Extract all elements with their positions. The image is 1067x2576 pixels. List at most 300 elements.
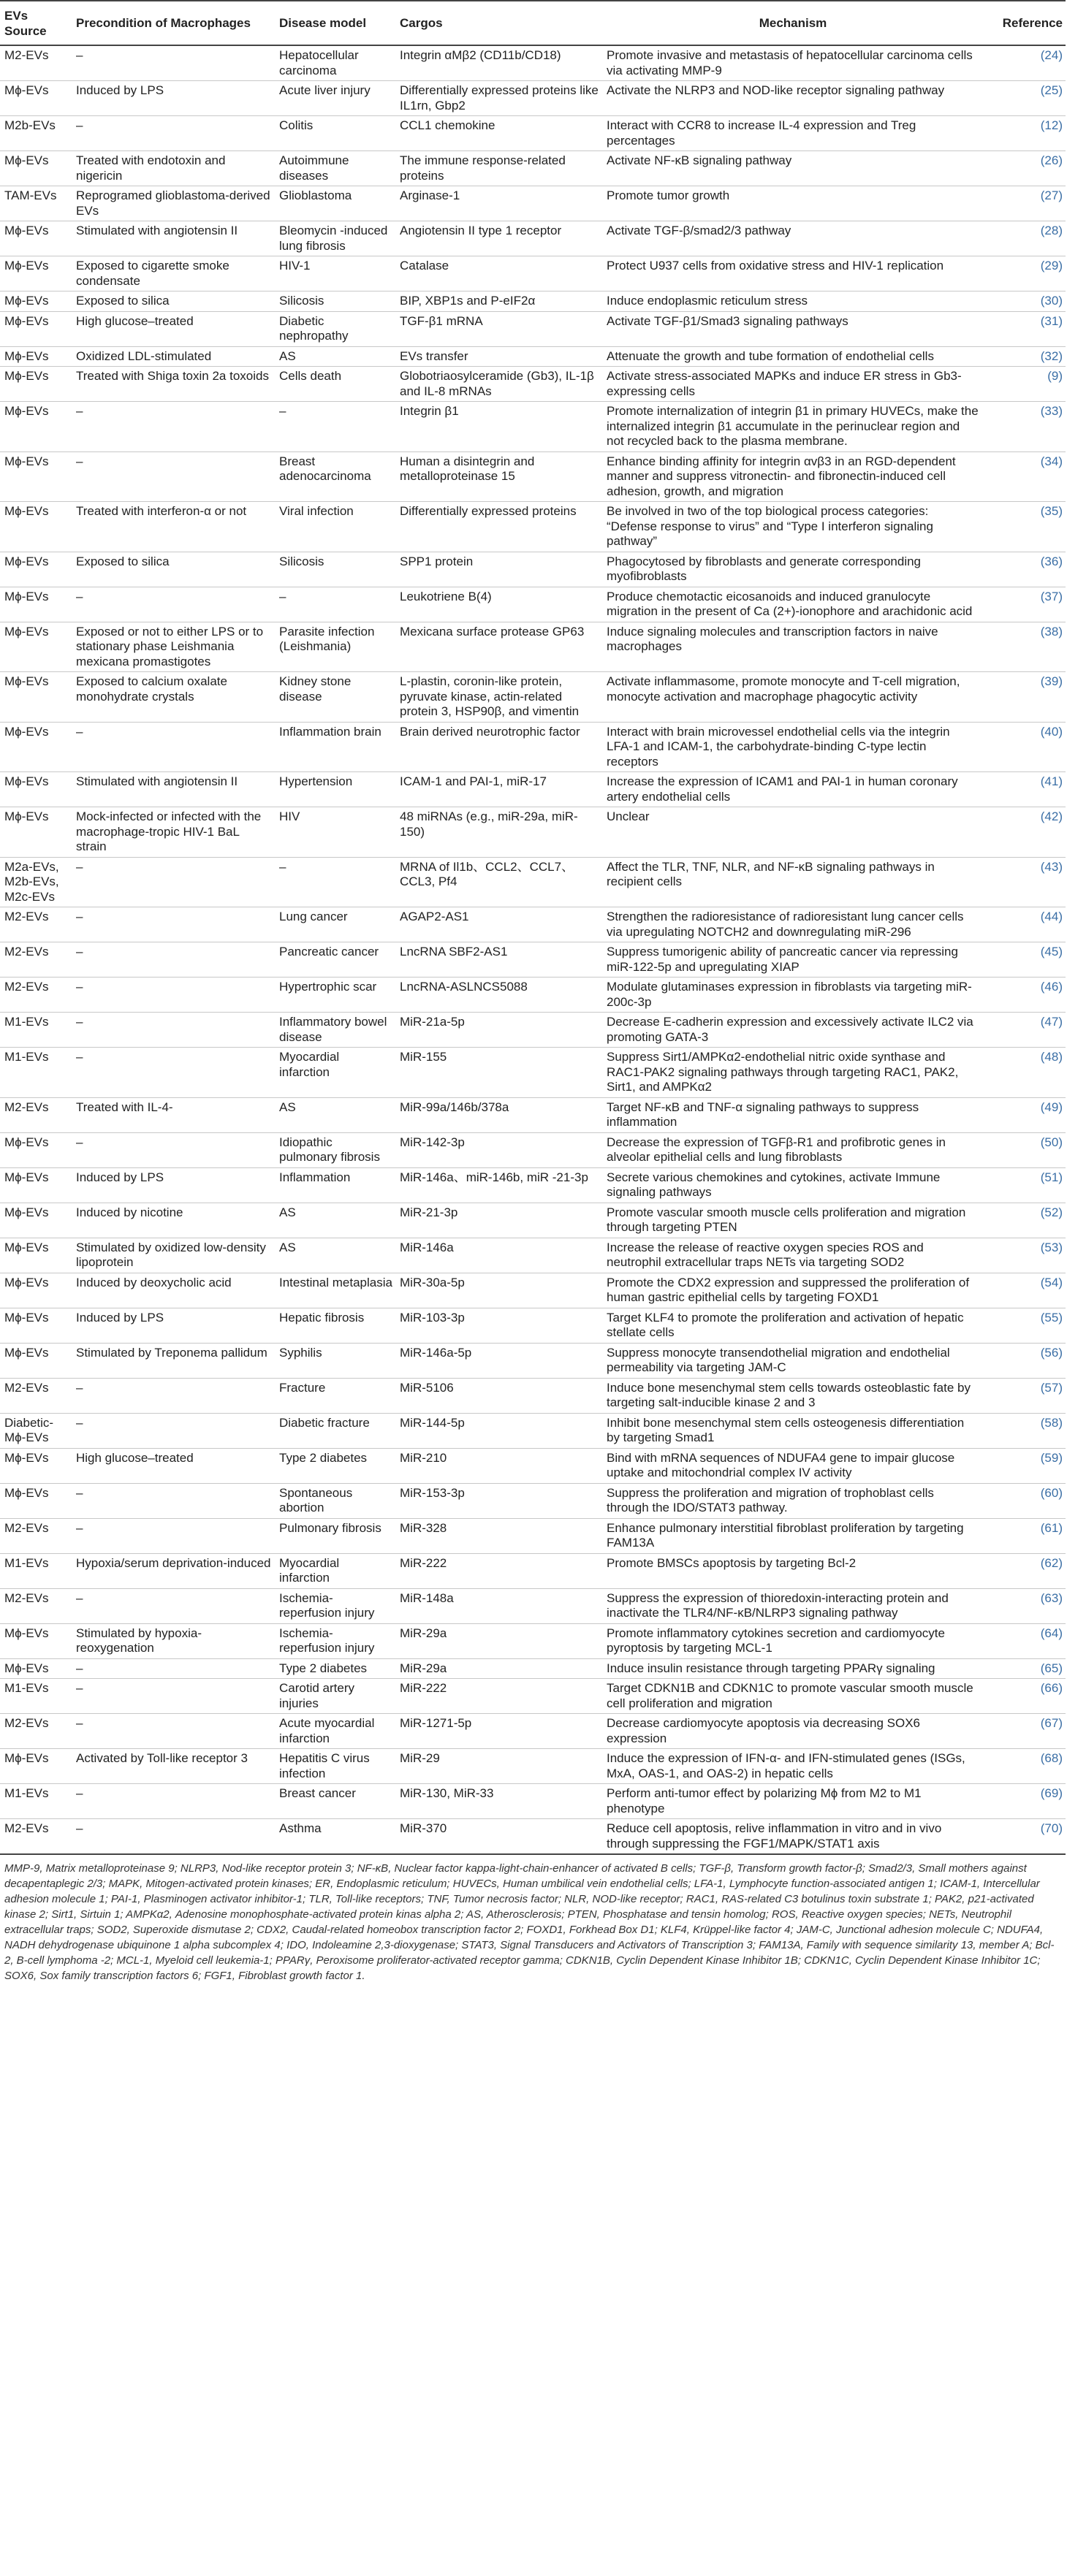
cell-cargos: MiR-146a、miR-146b, miR -21-3p (395, 1167, 602, 1203)
cell-evs-source: Mϕ-EVs (0, 1448, 72, 1483)
cell-reference[interactable]: (70) (982, 1819, 1066, 1855)
cell-cargos: MiR-21a-5p (395, 1013, 602, 1048)
cell-reference[interactable]: (29) (982, 256, 1066, 291)
table-row (0, 151, 1066, 186)
cell-precondition: – (72, 451, 275, 502)
cell-mechanism: Induce signaling molecules and transcription factors in naive macrophages (602, 622, 982, 672)
cell-reference[interactable]: (57) (982, 1378, 1066, 1413)
cell-mechanism: Interact with CCR8 to increase IL-4 expression and Treg percentages (602, 116, 982, 151)
table-row (0, 1343, 1066, 1378)
cell-mechanism: Strengthen the radioresistance of radioresistant lung cancer cells via upregulating NOTCH2 and downregulating miR-296 (602, 907, 982, 942)
cell-precondition: – (72, 1378, 275, 1413)
cell-reference[interactable]: (28) (982, 221, 1066, 256)
cell-disease-model: Hepatocellular carcinoma (275, 45, 395, 81)
cell-disease-model: Pulmonary fibrosis (275, 1518, 395, 1553)
cell-evs-source: M2-EVs (0, 1819, 72, 1855)
cell-precondition: Stimulated with angiotensin II (72, 221, 275, 256)
cell-reference[interactable]: (35) (982, 502, 1066, 552)
cell-disease-model: – (275, 587, 395, 622)
table-row (0, 1308, 1066, 1343)
cell-reference[interactable]: (39) (982, 672, 1066, 723)
cell-mechanism: Decrease E-cadherin expression and excessively activate ILC2 via promoting GATA-3 (602, 1013, 982, 1048)
cell-disease-model: – (275, 857, 395, 907)
cell-cargos: L-plastin, coronin-like protein, pyruvate kinase, actin-related protein 3, HSP90β, and vimentin (395, 672, 602, 723)
cell-precondition: Exposed to silica (72, 552, 275, 587)
cell-disease-model: Breast adenocarcinoma (275, 451, 395, 502)
cell-mechanism: Promote internalization of integrin β1 in primary HUVECs, make the internalized integrin β1 accumulate in the perinuclear region and not recycled back to the plasma membrane. (602, 402, 982, 452)
cell-evs-source: Mϕ-EVs (0, 1749, 72, 1784)
cell-reference[interactable]: (25) (982, 81, 1066, 116)
cell-reference[interactable]: (63) (982, 1588, 1066, 1623)
cell-disease-model: Inflammation brain (275, 722, 395, 772)
cell-mechanism: Increase the release of reactive oxygen species ROS and neutrophil extracellular traps NETs via targeting SOD2 (602, 1238, 982, 1273)
cell-reference[interactable]: (62) (982, 1553, 1066, 1588)
cell-reference[interactable]: (68) (982, 1749, 1066, 1784)
cell-precondition: – (72, 1013, 275, 1048)
cell-mechanism: Enhance binding affinity for integrin αvβ3 in an RGD-dependent manner and suppress vitronectin- and fibronectin-induced cell adhesion, growth, and migration (602, 451, 982, 502)
cell-disease-model: Lung cancer (275, 907, 395, 942)
cell-cargos: Leukotriene B(4) (395, 587, 602, 622)
cell-cargos: Angiotensin II type 1 receptor (395, 221, 602, 256)
cell-evs-source: Mϕ-EVs (0, 291, 72, 312)
cell-mechanism: Produce chemotactic eicosanoids and induced granulocyte migration in the present of Ca (2+)-ionophore and arachidonic acid (602, 587, 982, 622)
cell-disease-model: Intestinal metaplasia (275, 1273, 395, 1308)
cell-disease-model: Autoimmune diseases (275, 151, 395, 186)
cell-disease-model: Hepatitis C virus infection (275, 1749, 395, 1784)
cell-mechanism: Induce the expression of IFN-α- and IFN-stimulated genes (ISGs, MxA, OAS-1, and OAS-2) in hepatic cells (602, 1749, 982, 1784)
cell-disease-model: AS (275, 346, 395, 367)
table-row (0, 116, 1066, 151)
cell-mechanism: Inhibit bone mesenchymal stem cells osteogenesis differentiation by targeting Smad1 (602, 1413, 982, 1448)
table-row (0, 907, 1066, 942)
table-row (0, 291, 1066, 312)
table-row (0, 502, 1066, 552)
cell-mechanism: Suppress Sirt1/AMPKα2-endothelial nitric oxide synthase and RAC1-PAK2 signaling pathways through targeting RAC1, PAK2, Sirt1, and AMPKα2 (602, 1048, 982, 1098)
cell-disease-model: Spontaneous abortion (275, 1483, 395, 1518)
cell-mechanism: Bind with mRNA sequences of NDUFA4 gene to impair glucose uptake and mitochondrial complex IV activity (602, 1448, 982, 1483)
cell-cargos: Differentially expressed proteins like IL1rn, Gbp2 (395, 81, 602, 116)
cell-cargos: MiR-146a-5p (395, 1343, 602, 1378)
cell-precondition: Stimulated by hypoxia-reoxygenation (72, 1623, 275, 1658)
cell-precondition: – (72, 45, 275, 81)
cell-mechanism: Target NF-κB and TNF-α signaling pathways to suppress inflammation (602, 1097, 982, 1132)
cell-precondition: – (72, 857, 275, 907)
cell-reference[interactable]: (61) (982, 1518, 1066, 1553)
cell-evs-source: Mϕ-EVs (0, 1483, 72, 1518)
cell-precondition: Oxidized LDL-stimulated (72, 346, 275, 367)
cell-reference[interactable]: (69) (982, 1784, 1066, 1819)
header-row (0, 1, 1066, 45)
cell-reference[interactable]: (43) (982, 857, 1066, 907)
cell-precondition: – (72, 1819, 275, 1855)
cell-cargos: MiR-142-3p (395, 1132, 602, 1167)
table-row (0, 311, 1066, 346)
cell-reference[interactable]: (59) (982, 1448, 1066, 1483)
cell-evs-source: Mϕ-EVs (0, 1203, 72, 1238)
cell-reference[interactable]: (50) (982, 1132, 1066, 1167)
cell-evs-source: M2-EVs (0, 1378, 72, 1413)
cell-precondition: – (72, 1588, 275, 1623)
cell-cargos: MiR-29a (395, 1623, 602, 1658)
cell-cargos: MiR-222 (395, 1553, 602, 1588)
cell-disease-model: Asthma (275, 1819, 395, 1855)
cell-reference[interactable]: (48) (982, 1048, 1066, 1098)
cell-precondition: – (72, 1132, 275, 1167)
cell-precondition: – (72, 116, 275, 151)
cell-precondition: – (72, 402, 275, 452)
cell-cargos: CCL1 chemokine (395, 116, 602, 151)
cell-cargos: Integrin αMβ2 (CD11b/CD18) (395, 45, 602, 81)
table-row (0, 221, 1066, 256)
cell-mechanism: Unclear (602, 807, 982, 858)
cell-precondition: – (72, 722, 275, 772)
cell-evs-source: Mϕ-EVs (0, 1308, 72, 1343)
cell-reference[interactable]: (26) (982, 151, 1066, 186)
cell-disease-model: Inflammation (275, 1167, 395, 1203)
cell-mechanism: Attenuate the growth and tube formation of endothelial cells (602, 346, 982, 367)
table-row (0, 1203, 1066, 1238)
cell-precondition: Stimulated with angiotensin II (72, 772, 275, 807)
table-row (0, 1413, 1066, 1448)
cell-precondition: Stimulated by oxidized low-density lipoprotein (72, 1238, 275, 1273)
cell-evs-source: Mϕ-EVs (0, 311, 72, 346)
cell-precondition: Induced by LPS (72, 1308, 275, 1343)
cell-reference[interactable]: (41) (982, 772, 1066, 807)
cell-mechanism: Decrease the expression of TGFβ-R1 and profibrotic genes in alveolar epithelial cells and lung fibroblasts (602, 1132, 982, 1167)
cell-evs-source: M2-EVs (0, 1518, 72, 1553)
table-row (0, 722, 1066, 772)
cell-cargos: Catalase (395, 256, 602, 291)
cell-cargos: BIP, XBP1s and P-eIF2α (395, 291, 602, 312)
cell-disease-model: Hypertension (275, 772, 395, 807)
table-row (0, 346, 1066, 367)
cell-disease-model: Myocardial infarction (275, 1048, 395, 1098)
cell-evs-source: Mϕ-EVs (0, 672, 72, 723)
cell-precondition: – (72, 1784, 275, 1819)
cell-cargos: Differentially expressed proteins (395, 502, 602, 552)
cell-mechanism: Suppress tumorigenic ability of pancreatic cancer via repressing miR-122-5p and upregulating XIAP (602, 942, 982, 978)
cell-reference[interactable]: (67) (982, 1714, 1066, 1749)
cell-mechanism: Activate inflammasome, promote monocyte and T-cell migration, monocyte activation and macrophage phagocytic activity (602, 672, 982, 723)
cell-reference[interactable]: (33) (982, 402, 1066, 452)
cell-precondition: High glucose–treated (72, 311, 275, 346)
cell-reference[interactable]: (30) (982, 291, 1066, 312)
cell-disease-model: Diabetic nephropathy (275, 311, 395, 346)
cell-evs-source: Mϕ-EVs (0, 807, 72, 858)
cell-precondition: Stimulated by Treponema pallidum (72, 1343, 275, 1378)
cell-precondition: – (72, 587, 275, 622)
cell-mechanism: Induce bone mesenchymal stem cells towards osteoblastic fate by targeting salt-inducible kinase 2 and 3 (602, 1378, 982, 1413)
cell-mechanism: Promote BMSCs apoptosis by targeting Bcl-2 (602, 1553, 982, 1588)
table-row (0, 1553, 1066, 1588)
cell-reference[interactable]: (58) (982, 1413, 1066, 1448)
cell-cargos: MiR-130, MiR-33 (395, 1784, 602, 1819)
cell-precondition: – (72, 1413, 275, 1448)
cell-precondition: Reprogramed glioblastoma-derived EVs (72, 186, 275, 221)
cell-reference[interactable]: (52) (982, 1203, 1066, 1238)
cell-cargos: Arginase-1 (395, 186, 602, 221)
cell-evs-source: Mϕ-EVs (0, 722, 72, 772)
header-precondition: Precondition of Macrophages (72, 1, 275, 45)
cell-precondition: Induced by nicotine (72, 1203, 275, 1238)
cell-disease-model: AS (275, 1203, 395, 1238)
table-row (0, 451, 1066, 502)
cell-mechanism: Activate TGF-β1/Smad3 signaling pathways (602, 311, 982, 346)
cell-mechanism: Enhance pulmonary interstitial fibroblast proliferation by targeting FAM13A (602, 1518, 982, 1553)
cell-reference[interactable]: (24) (982, 45, 1066, 81)
cell-reference[interactable]: (60) (982, 1483, 1066, 1518)
table-row (0, 1048, 1066, 1098)
cell-disease-model: Breast cancer (275, 1784, 395, 1819)
cell-precondition: – (72, 1679, 275, 1714)
cell-disease-model: Viral infection (275, 502, 395, 552)
table-row (0, 1658, 1066, 1679)
cell-disease-model: Bleomycin -induced lung fibrosis (275, 221, 395, 256)
table-row (0, 402, 1066, 452)
table-row (0, 367, 1066, 402)
cell-reference[interactable]: (9) (982, 367, 1066, 402)
cell-evs-source: Mϕ-EVs (0, 772, 72, 807)
cell-mechanism: Perform anti-tumor effect by polarizing Mϕ from M2 to M1 phenotype (602, 1784, 982, 1819)
cell-evs-source: Mϕ-EVs (0, 622, 72, 672)
cell-cargos: AGAP2-AS1 (395, 907, 602, 942)
table-row (0, 772, 1066, 807)
cell-evs-source: M2a-EVs, M2b-EVs, M2c-EVs (0, 857, 72, 907)
cell-mechanism: Suppress monocyte transendothelial migration and endothelial permeability via targeting JAM-C (602, 1343, 982, 1378)
cell-disease-model: Parasite infection (Leishmania) (275, 622, 395, 672)
cell-evs-source: Mϕ-EVs (0, 81, 72, 116)
header-cargos: Cargos (395, 1, 602, 45)
header-mechanism: Mechanism (602, 1, 982, 45)
cell-precondition: Mock-infected or infected with the macrophage-tropic HIV-1 BaL strain (72, 807, 275, 858)
cell-disease-model: Silicosis (275, 291, 395, 312)
cell-evs-source: M2-EVs (0, 1714, 72, 1749)
cell-reference[interactable]: (38) (982, 622, 1066, 672)
cell-cargos: MiR-1271-5p (395, 1714, 602, 1749)
table-row (0, 622, 1066, 672)
cell-evs-source: M2-EVs (0, 1097, 72, 1132)
header-disease-model: Disease model (275, 1, 395, 45)
cell-evs-source: Mϕ-EVs (0, 151, 72, 186)
header-evs-source: EVs Source (0, 1, 72, 45)
table-row (0, 1448, 1066, 1483)
cell-reference[interactable]: (65) (982, 1658, 1066, 1679)
table-footnote: MMP-9, Matrix metalloproteinase 9; NLRP3, Nod-like receptor protein 3; NF-κB, Nuclear factor kappa-light-chain-enhancer of activated B cells; TGF-β, Transform growth factor-β; Smad2/3, Small mothers against decapentaplegic 2/3; MAPK, Mitogen-activated protein kinases; ER, Endoplasmic reticulum; HUVECs, Human umbilical vein endothelial cells; LFA-1, Lymphocyte function-associated antigen 1; ICAM-1, Intercellular adhesion molecule 1; PAI-1, Plasminogen activator inhibitor-1; TLR, Toll-like receptors; TNF, Tumor necrosis factor; NLR, NOD-like receptor; RAC1, RAS-related C3 botulinus toxin substrate 1; PAK2, p21-activated kinase 2; Sirt1, Sirtuin 1; AMPKα2, Adenosine monophosphate-activated protein kinas alpha 2; AS, Atherosclerosis; PTEN, Phosphatase and tensin homolog; ROS, Reactive oxygen species; NETs, Neutrophil extracellular traps; SOD2, Superoxide dismutase 2; CDX2, Caudal-related homeobox transcription factor 2; FOXD1, Forkhead Box D1; KLF4, Krüppel-like factor 4; JAM-C, Junctional adhesion molecule C; NDUFA4, NADH dehydrogenase ubiquinone 1 alpha subcomplex 4; IDO, Indoleamine 2,3-dioxygenase; STAT3, Signal Transducers and Activators of Transcription 3; FAM13A, Family with sequence similarity 13, member A; Bcl-2, B-cell lymphoma -2; MCL-1, Myeloid cell leukemia-1; PPARγ, Peroxisome proliferator-activated receptor gamma; CDKN1B, Cyclin Dependent Kinase Inhibitor 1B; CDKN1C, Cyclin Dependent Kinase Inhibitor 1C; SOX6, Sox family transcription factors 6; FGF1, Fibroblast growth factor 1. (4, 1862, 1055, 1982)
cell-reference[interactable]: (47) (982, 1013, 1066, 1048)
cell-precondition: Induced by LPS (72, 81, 275, 116)
cell-evs-source: M1-EVs (0, 1013, 72, 1048)
cell-disease-model: Syphilis (275, 1343, 395, 1378)
table-row (0, 587, 1066, 622)
cell-reference[interactable]: (64) (982, 1623, 1066, 1658)
cell-disease-model: Ischemia-reperfusion injury (275, 1623, 395, 1658)
cell-cargos: Mexicana surface protease GP63 (395, 622, 602, 672)
cell-disease-model: AS (275, 1238, 395, 1273)
cell-evs-source: M1-EVs (0, 1784, 72, 1819)
cell-mechanism: Be involved in two of the top biological process categories: “Defense response to virus” and “Type I interferon signaling pathway” (602, 502, 982, 552)
cell-precondition: – (72, 942, 275, 978)
cell-disease-model: Myocardial infarction (275, 1553, 395, 1588)
table-row (0, 1784, 1066, 1819)
cell-mechanism: Promote invasive and metastasis of hepatocellular carcinoma cells via activating MMP-9 (602, 45, 982, 81)
cell-mechanism: Interact with brain microvessel endothelial cells via the integrin LFA-1 and ICAM-1, the carbohydrate-binding C-type lectin receptors (602, 722, 982, 772)
cell-precondition: Exposed to cigarette smoke condensate (72, 256, 275, 291)
table-row (0, 1167, 1066, 1203)
cell-mechanism: Protect U937 cells from oxidative stress and HIV-1 replication (602, 256, 982, 291)
cell-disease-model: Idiopathic pulmonary fibrosis (275, 1132, 395, 1167)
cell-reference[interactable]: (37) (982, 587, 1066, 622)
cell-mechanism: Modulate glutaminases expression in fibroblasts via targeting miR-200c-3p (602, 978, 982, 1013)
cell-cargos: MiR-222 (395, 1679, 602, 1714)
cell-disease-model: AS (275, 1097, 395, 1132)
cell-evs-source: Mϕ-EVs (0, 1623, 72, 1658)
cell-mechanism: Target CDKN1B and CDKN1C to promote vascular smooth muscle cell proliferation and migration (602, 1679, 982, 1714)
table-body (0, 45, 1066, 1854)
table-row (0, 1518, 1066, 1553)
cell-disease-model: HIV (275, 807, 395, 858)
table-row (0, 1378, 1066, 1413)
cell-mechanism: Activate stress-associated MAPKs and induce ER stress in Gb3-expressing cells (602, 367, 982, 402)
cell-evs-source: M2b-EVs (0, 116, 72, 151)
cell-reference[interactable]: (12) (982, 116, 1066, 151)
cell-evs-source: Mϕ-EVs (0, 402, 72, 452)
table-row (0, 807, 1066, 858)
cell-reference[interactable]: (53) (982, 1238, 1066, 1273)
cell-cargos: MiR-144-5p (395, 1413, 602, 1448)
cell-reference[interactable]: (32) (982, 346, 1066, 367)
cell-disease-model: Type 2 diabetes (275, 1658, 395, 1679)
cell-precondition: Induced by LPS (72, 1167, 275, 1203)
cell-cargos: MiR-5106 (395, 1378, 602, 1413)
cell-reference[interactable]: (55) (982, 1308, 1066, 1343)
cell-cargos: MiR-148a (395, 1588, 602, 1623)
cell-mechanism: Decrease cardiomyocyte apoptosis via decreasing SOX6 expression (602, 1714, 982, 1749)
cell-disease-model: Acute liver injury (275, 81, 395, 116)
table-row (0, 45, 1066, 81)
cell-evs-source: Mϕ-EVs (0, 1238, 72, 1273)
cell-reference[interactable]: (54) (982, 1273, 1066, 1308)
cell-cargos: EVs transfer (395, 346, 602, 367)
cell-disease-model: Carotid artery injuries (275, 1679, 395, 1714)
cell-disease-model: Glioblastoma (275, 186, 395, 221)
cell-precondition: Activated by Toll-like receptor 3 (72, 1749, 275, 1784)
cell-precondition: – (72, 1483, 275, 1518)
cell-disease-model: Kidney stone disease (275, 672, 395, 723)
table-row (0, 1132, 1066, 1167)
cell-cargos: MiR-153-3p (395, 1483, 602, 1518)
cell-reference[interactable]: (42) (982, 807, 1066, 858)
cell-disease-model: Diabetic fracture (275, 1413, 395, 1448)
cell-disease-model: Cells death (275, 367, 395, 402)
cell-cargos: MiR-155 (395, 1048, 602, 1098)
cell-cargos: MiR-21-3p (395, 1203, 602, 1238)
cell-cargos: MiR-210 (395, 1448, 602, 1483)
cell-evs-source: Mϕ-EVs (0, 552, 72, 587)
cell-evs-source: M2-EVs (0, 978, 72, 1013)
cell-evs-source: Mϕ-EVs (0, 256, 72, 291)
cell-mechanism: Increase the expression of ICAM1 and PAI-1 in human coronary artery endothelial cells (602, 772, 982, 807)
cell-cargos: Integrin β1 (395, 402, 602, 452)
cell-reference[interactable]: (44) (982, 907, 1066, 942)
cell-evs-source: Mϕ-EVs (0, 587, 72, 622)
cell-precondition: Treated with endotoxin and nigericin (72, 151, 275, 186)
cell-reference[interactable]: (40) (982, 722, 1066, 772)
cell-reference[interactable]: (46) (982, 978, 1066, 1013)
cell-reference[interactable]: (45) (982, 942, 1066, 978)
table-row (0, 186, 1066, 221)
cell-precondition: Hypoxia/serum deprivation-induced (72, 1553, 275, 1588)
cell-mechanism: Affect the TLR, TNF, NLR, and NF-κB signaling pathways in recipient cells (602, 857, 982, 907)
cell-mechanism: Suppress the proliferation and migration of trophoblast cells through the IDO/STAT3 pathway. (602, 1483, 982, 1518)
cell-disease-model: Ischemia-reperfusion injury (275, 1588, 395, 1623)
cell-disease-model: Hepatic fibrosis (275, 1308, 395, 1343)
cell-evs-source: Mϕ-EVs (0, 346, 72, 367)
cell-evs-source: Mϕ-EVs (0, 367, 72, 402)
cell-evs-source: Mϕ-EVs (0, 451, 72, 502)
cell-mechanism: Suppress the expression of thioredoxin-interacting protein and inactivate the TLR4/NF-κB/NLRP3 signaling pathway (602, 1588, 982, 1623)
table-row (0, 1013, 1066, 1048)
cell-evs-source: Mϕ-EVs (0, 1658, 72, 1679)
cell-evs-source: M2-EVs (0, 942, 72, 978)
header-reference: Reference (982, 1, 1066, 45)
cell-disease-model: Pancreatic cancer (275, 942, 395, 978)
cell-reference[interactable]: (66) (982, 1679, 1066, 1714)
table-row (0, 81, 1066, 116)
cell-cargos: Brain derived neurotrophic factor (395, 722, 602, 772)
cell-evs-source: Mϕ-EVs (0, 502, 72, 552)
cell-reference[interactable]: (51) (982, 1167, 1066, 1203)
cell-mechanism: Promote inflammatory cytokines secretion and cardiomyocyte pyroptosis by targeting MCL-1 (602, 1623, 982, 1658)
cell-mechanism: Reduce cell apoptosis, relive inflammation in vitro and in vivo through suppressing the FGF1/MAPK/STAT1 axis (602, 1819, 982, 1855)
cell-precondition: Exposed or not to either LPS or to stationary phase Leishmania mexicana promastigotes (72, 622, 275, 672)
cell-reference[interactable]: (27) (982, 186, 1066, 221)
cell-disease-model: Colitis (275, 116, 395, 151)
cell-cargos: LncRNA SBF2-AS1 (395, 942, 602, 978)
table-row (0, 1097, 1066, 1132)
cell-reference[interactable]: (49) (982, 1097, 1066, 1132)
table-row (0, 1588, 1066, 1623)
cell-reference[interactable]: (36) (982, 552, 1066, 587)
cell-precondition: – (72, 1714, 275, 1749)
table-row (0, 1623, 1066, 1658)
cell-evs-source: M2-EVs (0, 45, 72, 81)
cell-evs-source: TAM-EVs (0, 186, 72, 221)
table-row (0, 978, 1066, 1013)
cell-cargos: MRNA of Il1b、CCL2、CCL7、CCL3, Pf4 (395, 857, 602, 907)
cell-cargos: The immune response-related proteins (395, 151, 602, 186)
cell-cargos: Globotriaosylceramide (Gb3), IL-1β and IL-8 mRNAs (395, 367, 602, 402)
cell-evs-source: Mϕ-EVs (0, 1132, 72, 1167)
table-header (0, 1, 1066, 45)
cell-disease-model: HIV-1 (275, 256, 395, 291)
cell-mechanism: Target KLF4 to promote the proliferation and activation of hepatic stellate cells (602, 1308, 982, 1343)
cell-precondition: Exposed to silica (72, 291, 275, 312)
cell-disease-model: Inflammatory bowel disease (275, 1013, 395, 1048)
cell-evs-source: Mϕ-EVs (0, 1343, 72, 1378)
cell-evs-source: M2-EVs (0, 1588, 72, 1623)
table-row (0, 1714, 1066, 1749)
cell-disease-model: Hypertrophic scar (275, 978, 395, 1013)
cell-reference[interactable]: (31) (982, 311, 1066, 346)
cell-evs-source: Diabetic-Mϕ-EVs (0, 1413, 72, 1448)
cell-cargos: LncRNA-ASLNCS5088 (395, 978, 602, 1013)
cell-mechanism: Activate NF-κB signaling pathway (602, 151, 982, 186)
cell-disease-model: Silicosis (275, 552, 395, 587)
cell-mechanism: Secrete various chemokines and cytokines, activate Immune signaling pathways (602, 1167, 982, 1203)
cell-reference[interactable]: (34) (982, 451, 1066, 502)
table-row (0, 256, 1066, 291)
cell-reference[interactable]: (56) (982, 1343, 1066, 1378)
